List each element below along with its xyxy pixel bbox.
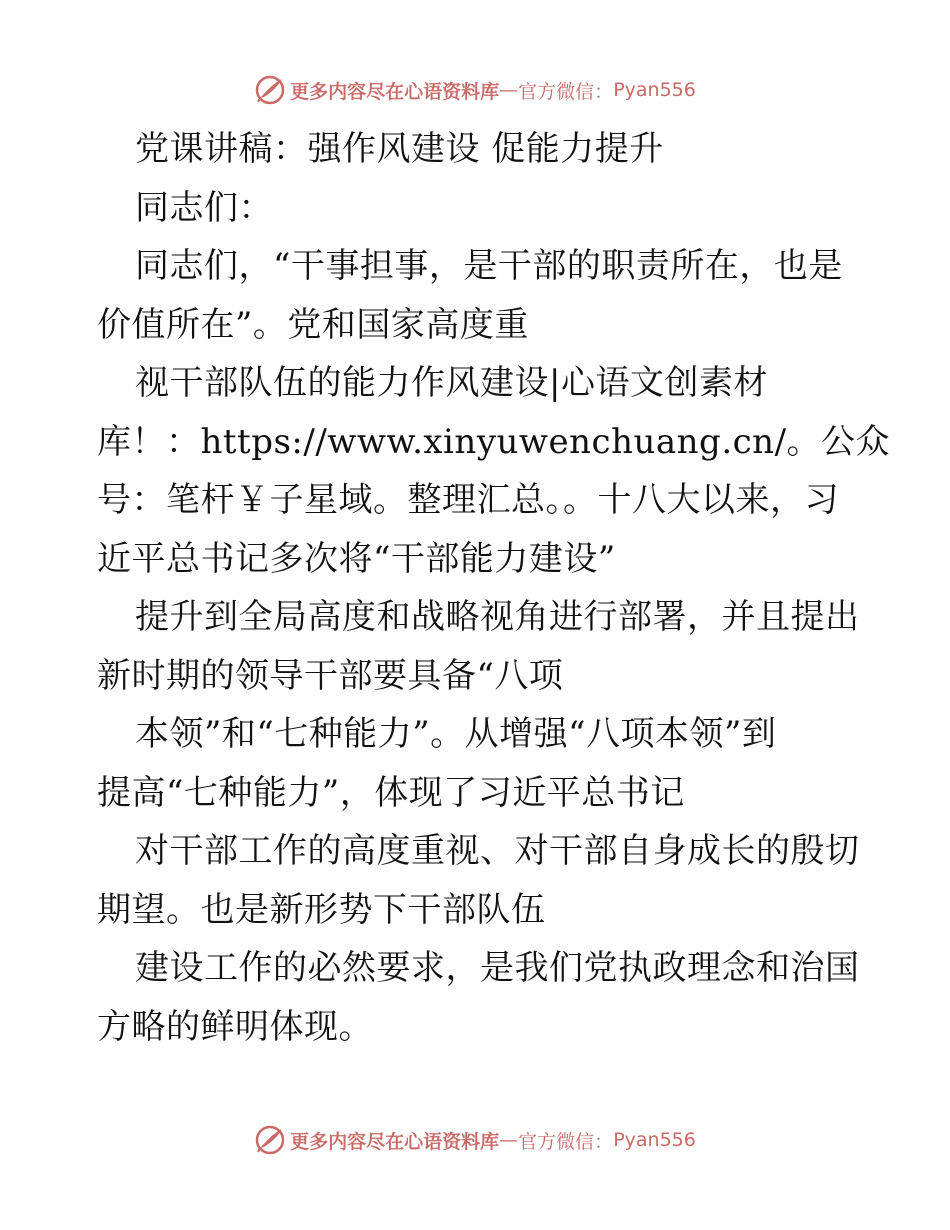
footer-dash: — xyxy=(499,1129,519,1151)
text-line: 提升到全局高度和战略视角进行部署，并且提出 xyxy=(135,597,860,637)
text-line: 提高“七种能力”，体现了习近平总书记 xyxy=(97,772,685,813)
header-banner xyxy=(0,70,950,110)
document-title: 党课讲稿：强作风建设 促能力提升 xyxy=(135,129,664,169)
header-slogan: 更多内容尽在心语资料库 xyxy=(290,80,500,103)
document-body xyxy=(97,120,891,1056)
footer-banner xyxy=(0,1120,950,1160)
header-dash: — xyxy=(499,79,519,101)
text-line: 同志们，“干事担事，是干部的职责所在，也是 xyxy=(135,246,843,286)
text-line: 期望。也是新形势下干部队伍 xyxy=(97,889,546,930)
text-line: 价值所在”。党和国家高度重 xyxy=(97,304,529,345)
text-line: 新时期的领导干部要具备“八项 xyxy=(97,655,564,696)
text-line: 建设工作的必然要求，是我们党执政理念和治国 xyxy=(135,948,860,988)
footer-wechat-id: Pyan556 xyxy=(613,1129,696,1151)
salutation: 同志们： xyxy=(135,187,273,228)
text-line: 库！：https://www.xinyuwenchuang.cn/。公众 xyxy=(97,421,891,462)
header-wechat-label: 官方微信： xyxy=(518,80,614,103)
text-line: 对干部工作的高度重视、对干部自身成长的殷切 xyxy=(135,831,860,871)
quill-logo-icon xyxy=(254,1124,286,1156)
footer-wechat-label: 官方微信： xyxy=(518,1130,614,1153)
text-line: 方略的鲜明体现。 xyxy=(97,1006,373,1047)
header-wechat-id: Pyan556 xyxy=(613,79,696,101)
footer-slogan: 更多内容尽在心语资料库 xyxy=(290,1130,500,1153)
text-line: 视干部队伍的能力作风建设|心语文创素材 xyxy=(135,363,768,403)
text-line: 本领”和“七种能力”。从增强“八项本领”到 xyxy=(135,714,777,754)
text-line: 近平总书记多次将“干部能力建设” xyxy=(97,538,616,579)
quill-logo-icon xyxy=(254,74,286,106)
text-line: 号：笔杆￥子星域。整理汇总。。十八大以来，习 xyxy=(97,480,839,520)
